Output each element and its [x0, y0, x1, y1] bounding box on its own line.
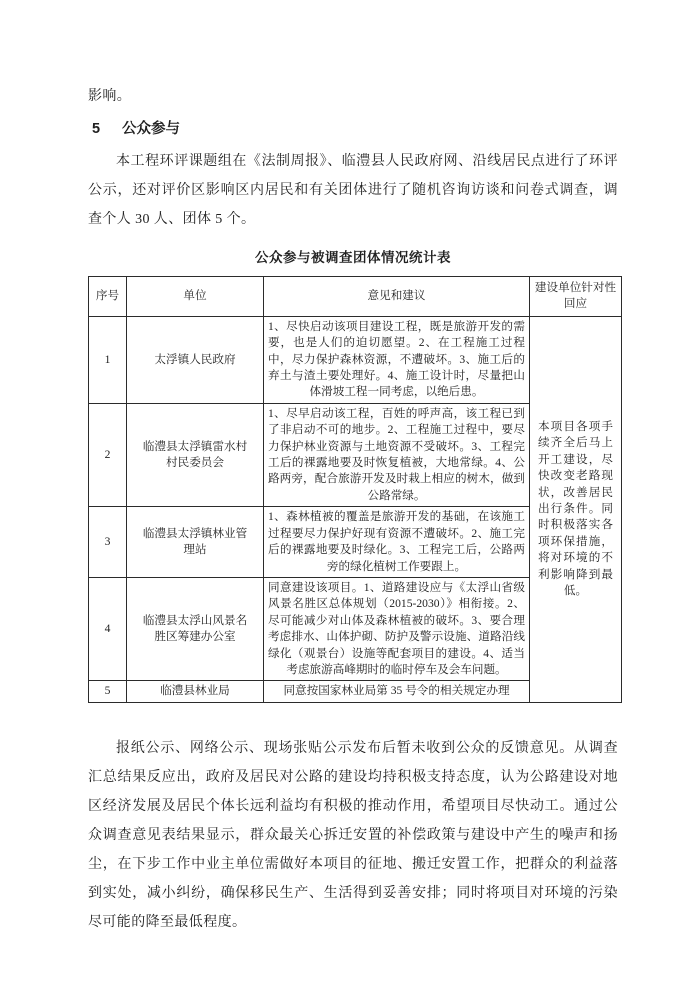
cell-unit: 临澧县太浮山风景名胜区筹建办公室 [127, 577, 264, 680]
cell-response-merged: 本项目各项手续齐全后马上开工建设，尽快改变老路现状，改善居民出行条件。同时积极落实各项环保措施，将对环境的不利影响降到最低。 [530, 316, 622, 702]
cell-seq: 4 [89, 577, 127, 680]
paragraph-top: 影响。 [88, 89, 132, 104]
intro-paragraph: 本工程环评课题组在《法制周报》、临澧县人民政府网、沿线居民点进行了环评公示，还对评价区影响区内居民和有关团体进行了随机咨询访谈和问卷式调查，调查个人 30 人、团体 5 个。 [88, 154, 618, 227]
cell-unit: 太浮镇人民政府 [127, 316, 264, 403]
col-header-unit: 单位 [127, 277, 264, 317]
cell-seq: 1 [89, 316, 127, 403]
cell-opinion: 同意建设该项目。1、道路建设应与《太浮山省级风景名胜区总体规划（2015-2030）》相衔接。2、尽可能减少对山体及森林植被的破坏。3、要合理考虑排水、山体护砌、防护及警示设施、道路沿线绿化（观景台）设施等配套项目的建设。4、适当考虑旅游高峰期时的临时停车及会车问题。 [264, 577, 530, 680]
table-row [89, 316, 622, 403]
col-header-opinion: 意见和建议 [264, 277, 530, 317]
cell-opinion: 1、尽早启动该工程，百姓的呼声高，该工程已到了非启动不可的地步。2、工程施工过程中，要尽力保护林业资源与土地资源不受破坏。3、工程完工后的裸露地要及时恢复植被，大地常绿。4、公路两旁，配合旅游开发及时栽上相应的树木，做到公路常绿。 [264, 403, 530, 506]
col-header-response: 建设单位针对性回应 [530, 277, 622, 317]
section-title: 公众参与 [122, 121, 180, 137]
table-title: 公众参与被调查团体情况统计表 [255, 250, 451, 265]
cell-unit: 临澧县林业局 [127, 681, 264, 702]
table-header-row [89, 277, 622, 317]
cell-unit: 临澧县太浮镇雷水村村民委员会 [127, 403, 264, 506]
cell-opinion: 1、尽快启动该项目建设工程，既是旅游开发的需要，也是人们的迫切愿望。2、在工程施工过程中，尽力保护森林资源，不遭破坏。3、施工后的弃土与渣土要处理好。4、施工设计时，尽量把山体滑坡工程一同考虑，以绝后患。 [264, 316, 530, 403]
section-number: 5 [92, 121, 101, 137]
cell-unit: 临澧县太浮镇林业管理站 [127, 507, 264, 578]
cell-opinion: 同意按国家林业局第 35 号令的相关规定办理 [264, 681, 530, 702]
closing-paragraph: 报纸公示、网络公示、现场张贴公示发布后暂未收到公众的反馈意见。从调查汇总结果反应出，政府及居民对公路的建设均持积极支持态度，认为公路建设对地区经济发展及居民个体长远利益均有积极的推动作用，希望项目尽快动工。通过公众调查意见表结果显示，群众最关心拆迁安置的补偿政策与建设中产生的噪声和扬尘，在下步工作中业主单位需做好本项目的征地、搬迁安置工作，把群众的利益落到实处，减小纠纷，确保移民生产、生活得到妥善安排；同时将项目对环境的污染尽可能的降至最低程度。 [88, 740, 618, 930]
col-header-seq: 序号 [89, 277, 127, 317]
public-participation-table [88, 276, 622, 703]
cell-seq: 2 [89, 403, 127, 506]
cell-opinion: 1、森林植被的覆盖是旅游开发的基础，在该施工过程要尽力保护好现有资源不遭破坏。2、施工完后的裸露地要及时绿化。3、工程完工后，公路两旁的绿化植树工作要跟上。 [264, 507, 530, 578]
cell-seq: 5 [89, 681, 127, 702]
cell-seq: 3 [89, 507, 127, 578]
section-heading [92, 115, 618, 144]
